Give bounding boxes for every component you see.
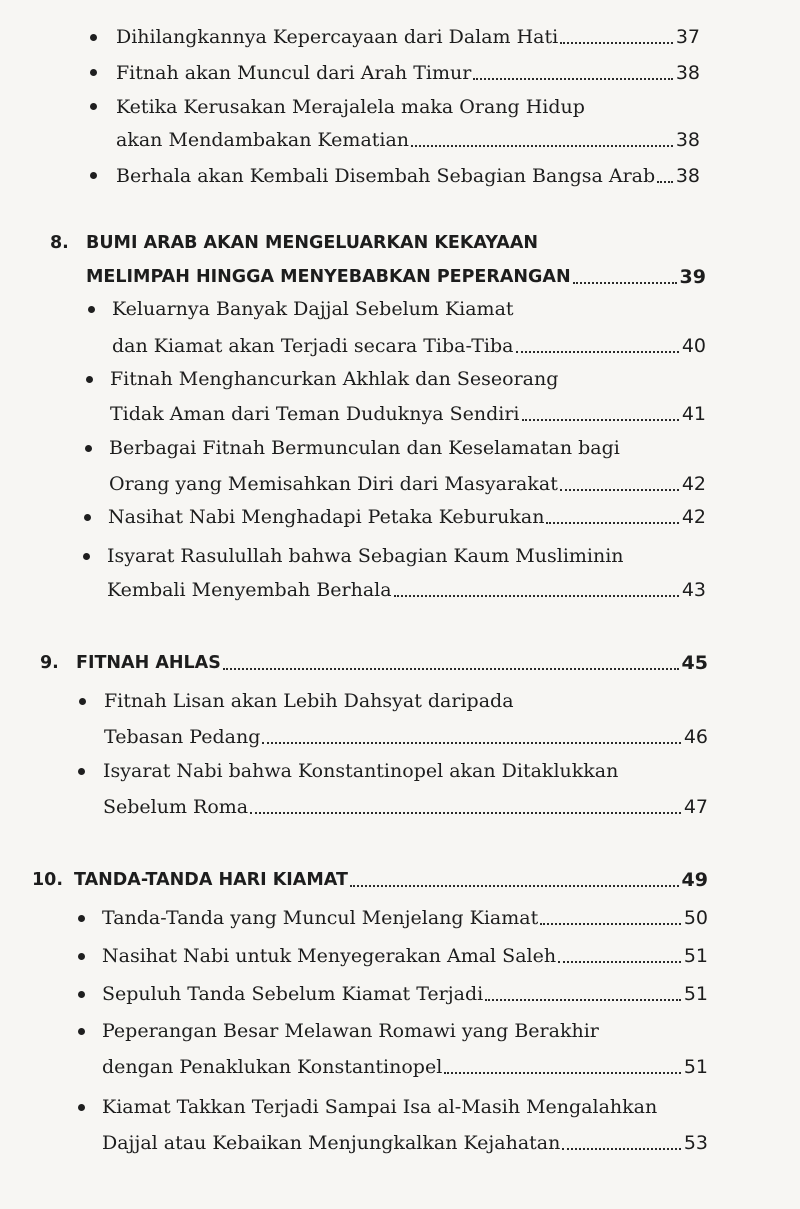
bullet-icon [79,698,86,705]
toc-item-text: Orang yang Memisahkan Diri dari Masyarakat [109,473,558,495]
toc-item-text: Peperangan Besar Melawan Romawi yang Berakhir [102,1020,599,1042]
toc-item-text: Fitnah akan Muncul dari Arah Timur [116,62,472,84]
toc-item-text: Sepuluh Tanda Sebelum Kiamat Terjadi [102,983,484,1005]
chapter-title: TANDA-TANDA HARI KIAMAT [74,870,348,890]
page-number: 47 [683,796,708,818]
toc-item-line [109,472,706,496]
page-number: 46 [683,726,708,748]
toc-item-text: Tebasan Pedang [104,726,261,748]
chapter-title: BUMI ARAB AKAN MENGELUARKAN KEKAYAAN [86,233,539,253]
bullet-icon [90,34,97,41]
toc-item-text: Kembali Menyembah Berhala [107,579,392,601]
page-number: 41 [681,403,706,425]
chapter-title: MELIMPAH HINGGA MENYEBABKAN PEPERANGAN [86,267,571,287]
chapter-title-line [76,651,708,675]
toc-item-text: Keluarnya Banyak Dajjal Sebelum Kiamat [112,298,514,320]
page-number: 53 [683,1132,708,1154]
toc-item-text: akan Mendambakan Kematian [116,129,410,151]
toc-item-text: Dihilangkannya Kepercayaan dari Dalam Hati [116,26,559,48]
bullet-icon [90,103,97,110]
leader-dots [573,281,677,284]
leader-dots [473,77,673,80]
chapter-title: FITNAH AHLAS [76,653,221,673]
toc-item-line [102,906,708,930]
toc-item-line [107,544,706,568]
chapter-title-line [74,868,708,892]
bullet-icon [78,991,85,998]
page-number: 38 [675,165,700,187]
toc-item-text: Fitnah Menghancurkan Akhlak dan Seseorang [110,368,559,390]
chapter-number: 8. [50,233,69,253]
toc-item-line [116,164,700,188]
toc-item-line [112,334,706,358]
toc-item-line [102,1055,708,1079]
page-number: 42 [681,473,706,495]
leader-dots [540,922,681,925]
page-number: 40 [681,335,706,357]
page-number: 38 [675,62,700,84]
toc-item-text: Nasihat Nabi untuk Menyegerakan Amal Saleh [102,945,557,967]
toc-item-line [109,436,706,460]
page-number: 43 [681,579,706,601]
toc-item-line [103,795,708,819]
toc-item-line [102,944,708,968]
leader-dots [250,811,681,814]
toc-item-text: Berbagai Fitnah Bermunculan dan Keselamatan bagi [109,437,620,459]
toc-item-text: Dajjal atau Kebaikan Menjungkalkan Kejahatan [102,1132,561,1154]
bullet-icon [86,376,93,383]
page-number: 51 [683,983,708,1005]
toc-item-line [116,25,700,49]
page-number: 38 [675,129,700,151]
leader-dots [558,960,681,963]
toc-item-line [102,982,708,1006]
chapter-number: 10. [32,870,64,890]
toc-item-line [102,1131,708,1155]
leader-dots [657,180,673,183]
toc-item-text: Berhala akan Kembali Disembah Sebagian Bangsa Arab [116,165,656,187]
toc-item-line [102,1019,708,1043]
bullet-icon [90,69,97,76]
page-number: 45 [681,652,708,674]
toc-item-line [116,95,700,119]
toc-item-text: Fitnah Lisan akan Lebih Dahsyat daripada [104,690,514,712]
leader-dots [411,144,673,147]
toc-item-text: Sebelum Roma [103,796,249,818]
toc-item-line [103,759,708,783]
bullet-icon [78,915,85,922]
bullet-icon [90,172,97,179]
toc-item-text: Isyarat Nabi bahwa Konstantinopel akan Ditaklukkan [103,760,619,782]
leader-dots [522,418,679,421]
toc-item-line [108,505,706,529]
bullet-icon [85,445,92,452]
toc-item-text: Nasihat Nabi Menghadapi Petaka Keburukan [108,506,545,528]
toc-item-line [116,61,700,85]
leader-dots [516,350,679,353]
page-number: 39 [679,266,706,288]
leader-dots [560,41,673,44]
leader-dots [560,488,679,491]
bullet-icon [83,553,90,560]
toc-item-text: Kiamat Takkan Terjadi Sampai Isa al-Masih Mengalahkan [102,1096,658,1118]
chapter-number: 9. [40,653,59,673]
leader-dots [444,1071,681,1074]
page-number: 51 [683,1056,708,1078]
leader-dots [394,594,679,597]
toc-item-line [104,689,708,713]
leader-dots [262,741,680,744]
chapter-title-line [86,231,706,255]
page-number: 42 [681,506,706,528]
leader-dots [223,667,679,670]
leader-dots [546,521,678,524]
toc-item-line [110,367,706,391]
toc-item-text: Isyarat Rasulullah bahwa Sebagian Kaum Musliminin [107,545,624,567]
toc-item-text: Tidak Aman dari Teman Duduknya Sendiri [110,403,520,425]
bullet-icon [78,1104,85,1111]
toc-item-line [107,578,706,602]
toc-item-line [116,128,700,152]
toc-item-text: Ketika Kerusakan Merajalela maka Orang Hidup [116,96,585,118]
toc-item-line [104,725,708,749]
bullet-icon [78,768,85,775]
bullet-icon [78,1028,85,1035]
leader-dots [485,998,681,1001]
toc-item-text: dengan Penaklukan Konstantinopel [102,1056,443,1078]
bullet-icon [88,306,95,313]
page-number: 50 [683,907,708,929]
toc-item-line [112,297,706,321]
toc-item-text: dan Kiamat akan Terjadi secara Tiba-Tiba [112,335,514,357]
toc-item-line [110,402,706,426]
page-number: 51 [683,945,708,967]
chapter-title-line [86,265,706,289]
bullet-icon [78,953,85,960]
toc-item-text: Tanda-Tanda yang Muncul Menjelang Kiamat [102,907,539,929]
bullet-icon [84,514,91,521]
leader-dots [562,1147,680,1150]
page-number: 49 [681,869,708,891]
page-number: 37 [675,26,700,48]
leader-dots [350,884,679,887]
toc-item-line [102,1095,708,1119]
